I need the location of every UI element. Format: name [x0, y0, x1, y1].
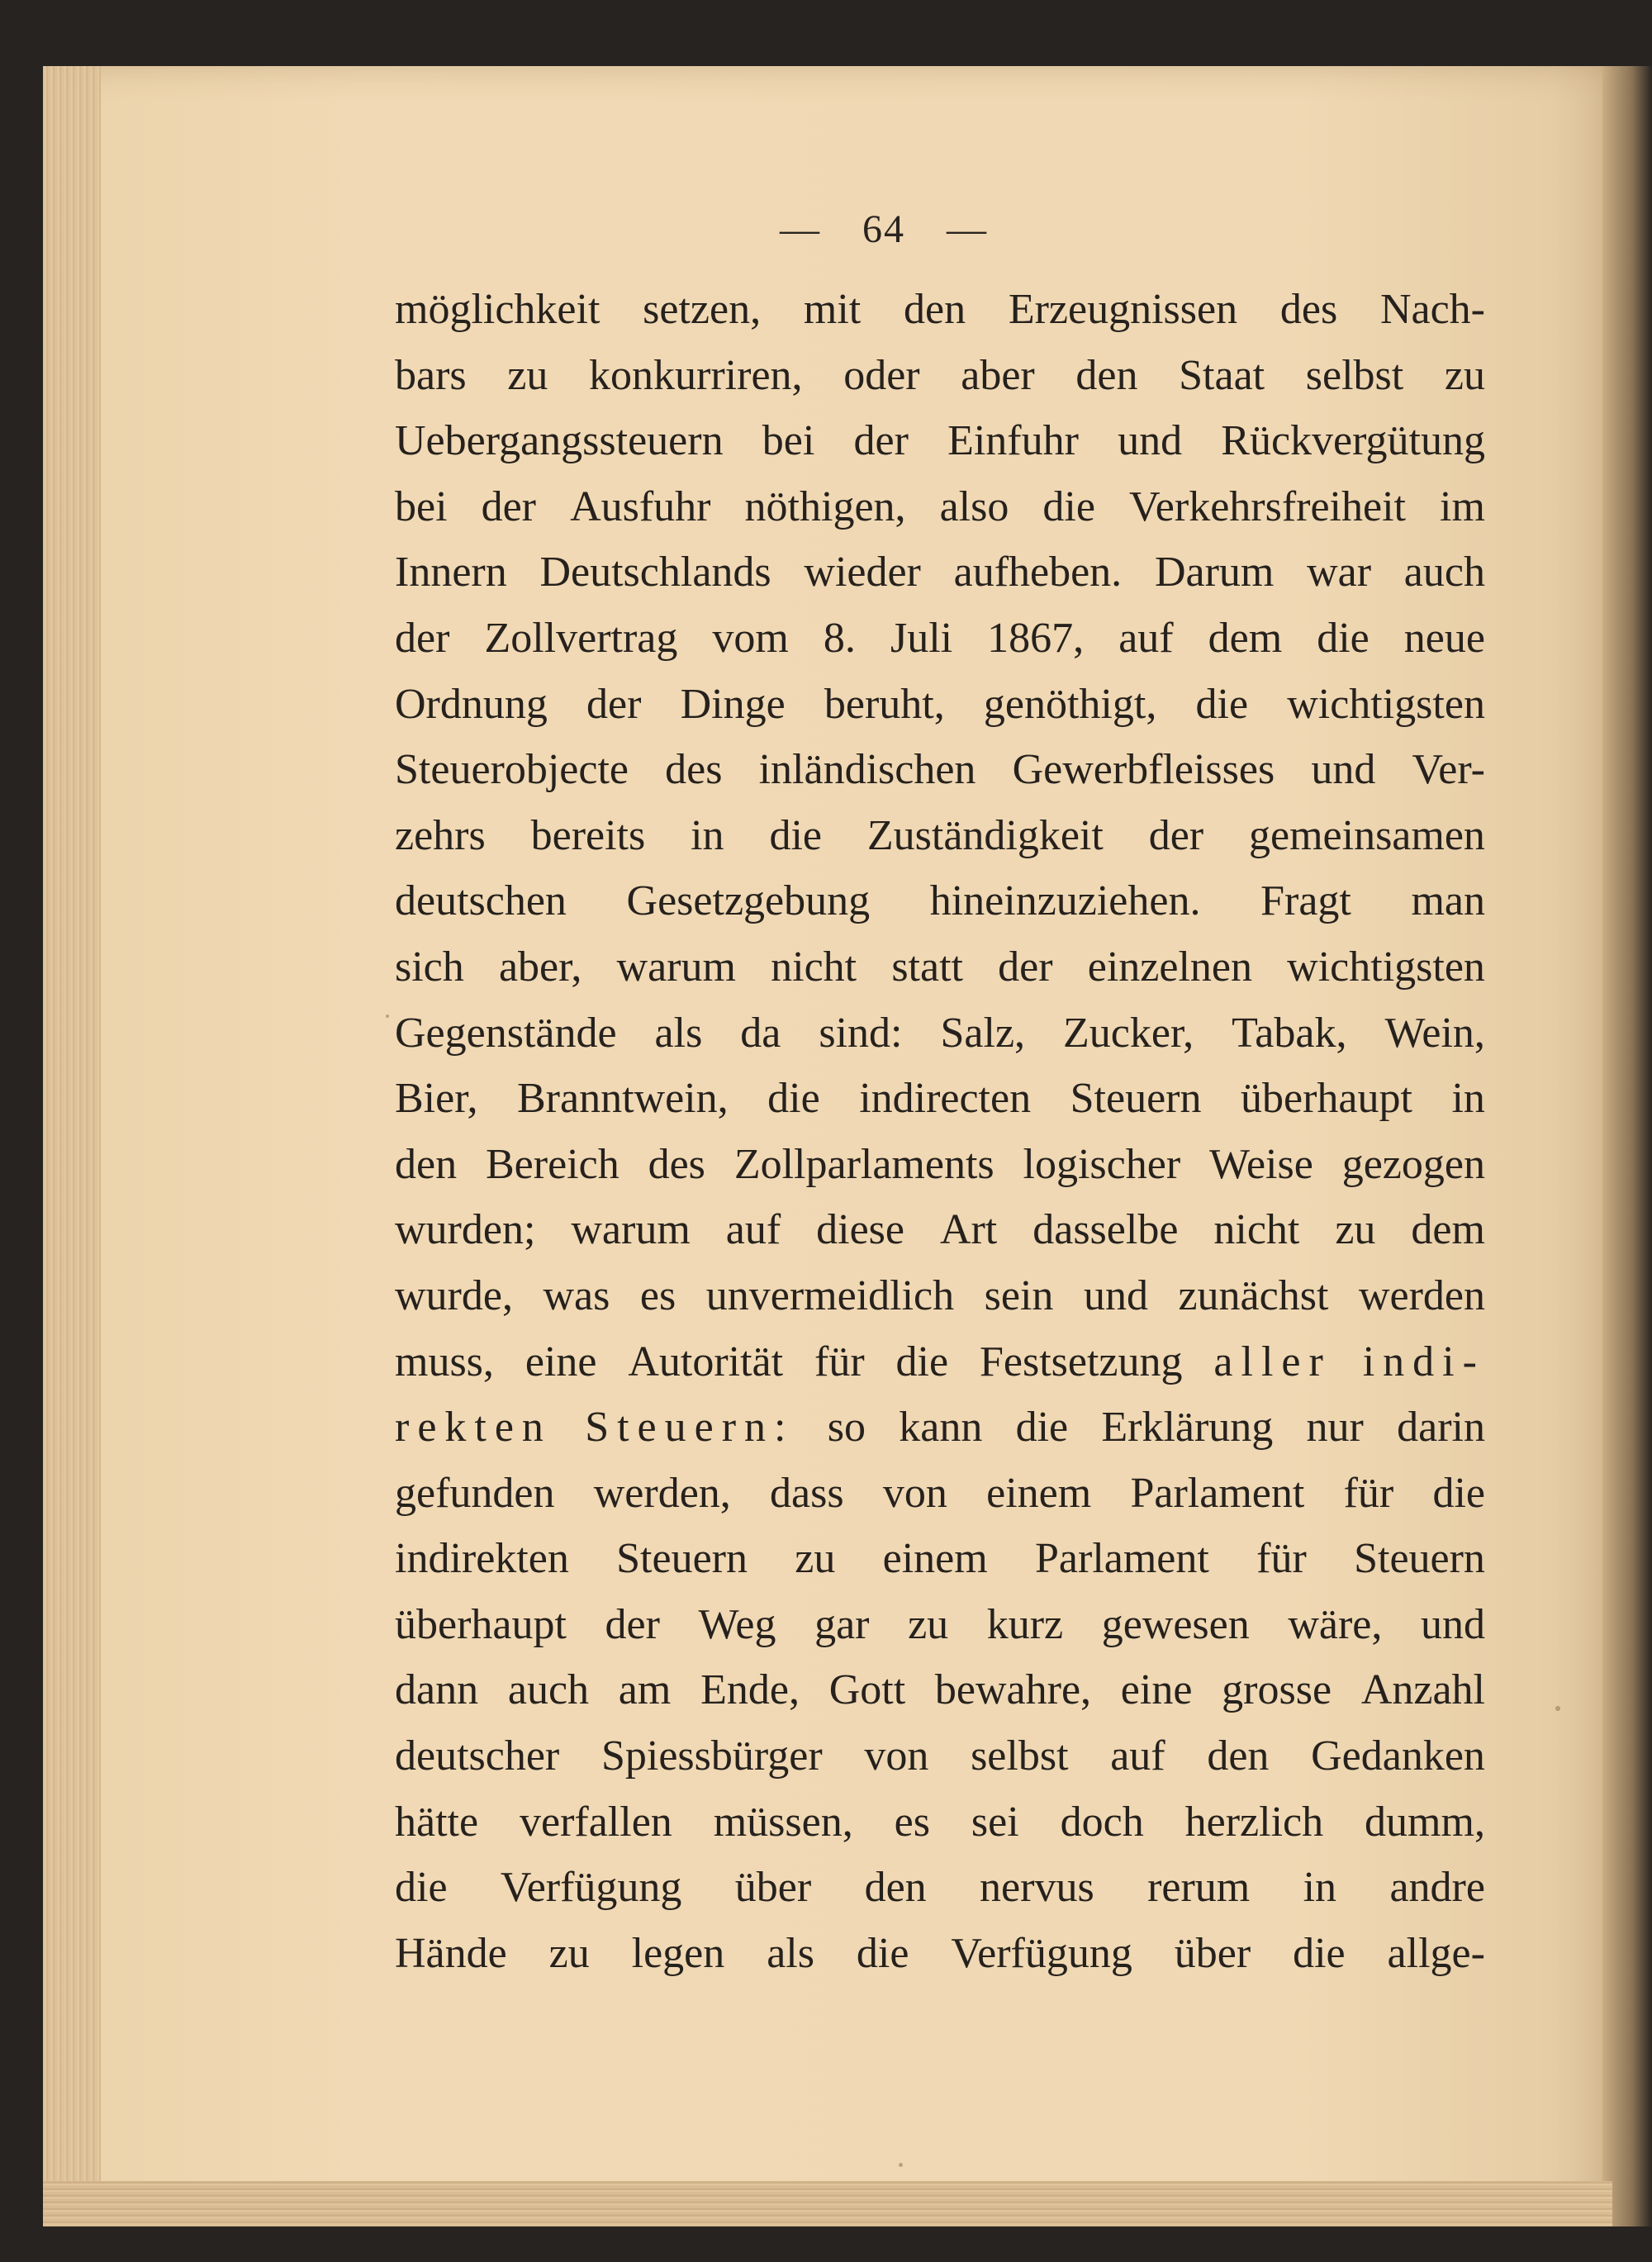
word: der	[605, 1600, 660, 1648]
word: darin	[1397, 1404, 1485, 1452]
word: diese	[816, 1206, 904, 1254]
word: im	[1440, 482, 1485, 530]
word: und	[1118, 417, 1183, 465]
word: Verkehrsfreiheit	[1129, 482, 1406, 530]
bottom-page-stack-edge	[43, 2181, 1612, 2226]
word: Deutschlands	[539, 549, 771, 596]
word: Ordnung	[395, 680, 548, 728]
page-number-dash-left: —	[780, 207, 821, 251]
word: eine	[525, 1338, 597, 1385]
word: aufheben.	[953, 549, 1123, 596]
word: wieder	[804, 549, 921, 596]
word: einzelnen	[1087, 943, 1252, 991]
left-page-stack-edge	[43, 66, 101, 2226]
word: Juli	[890, 614, 953, 662]
word: Festsetzung	[979, 1338, 1183, 1385]
word: rerum	[1147, 1864, 1251, 1912]
word: so	[827, 1404, 866, 1452]
word: Steuern:	[585, 1404, 795, 1452]
word: Parlament	[1035, 1535, 1209, 1583]
page-number-header	[0, 207, 1652, 252]
text-line	[395, 680, 1485, 746]
word: sein	[984, 1271, 1054, 1319]
word: in	[691, 811, 724, 859]
word: gemeinsamen	[1249, 811, 1485, 859]
text-line	[395, 1600, 1485, 1666]
word: die	[767, 1075, 820, 1123]
word: Nach-	[1379, 286, 1485, 333]
word: Zollvertrag	[484, 614, 678, 662]
word: Gewerbfleisses	[1012, 746, 1275, 794]
word: wichtigsten	[1287, 680, 1485, 728]
word: sei	[971, 1798, 1019, 1846]
word: für	[1343, 1469, 1394, 1517]
word: die	[395, 1864, 448, 1912]
word: gar	[814, 1600, 870, 1648]
word: Zollparlaments	[733, 1140, 995, 1188]
word: war	[1307, 549, 1372, 596]
word: über	[1174, 1929, 1251, 1977]
word: dem	[1411, 1206, 1485, 1254]
word: grosse	[1222, 1666, 1332, 1714]
word: die	[1015, 1404, 1069, 1452]
word: selbst	[1305, 351, 1404, 399]
word: da	[740, 1009, 781, 1057]
text-line	[395, 1929, 1485, 1995]
word: Steuern	[1070, 1075, 1202, 1123]
word: des	[648, 1140, 705, 1188]
text-line	[395, 811, 1485, 877]
word: Dinge	[680, 680, 786, 728]
word: den	[395, 1140, 458, 1188]
word: Steuerobjecte	[395, 746, 629, 794]
word: Gegenstände	[395, 1009, 617, 1057]
word: bei	[395, 482, 448, 530]
word: werden	[1358, 1271, 1485, 1319]
word: auch	[507, 1666, 590, 1714]
word: Bier,	[395, 1075, 478, 1123]
word: werden,	[593, 1469, 731, 1517]
word: bereits	[530, 811, 646, 859]
word: einem	[882, 1535, 988, 1583]
word: herzlich	[1184, 1798, 1324, 1846]
text-line	[395, 1469, 1485, 1535]
text-line	[395, 1863, 1485, 1929]
word: die	[895, 1338, 949, 1385]
word: indirekten	[395, 1535, 569, 1583]
word: dem	[1208, 614, 1283, 662]
word: Gedanken	[1311, 1732, 1485, 1780]
word: allge-	[1387, 1929, 1485, 1977]
word: zehrs	[395, 811, 486, 859]
word: über	[734, 1864, 812, 1912]
word: selbst	[971, 1732, 1069, 1780]
word: verfallen	[520, 1798, 672, 1846]
word: Verfügung	[500, 1864, 682, 1912]
text-line	[395, 1074, 1485, 1140]
word: Zucker,	[1063, 1009, 1194, 1057]
word: zu	[548, 1929, 590, 1977]
word: am	[618, 1666, 672, 1714]
text-line	[395, 482, 1485, 549]
text-line	[395, 1732, 1485, 1798]
word: auch	[1403, 549, 1485, 596]
word: 8.	[823, 614, 856, 662]
word: zu	[1444, 351, 1485, 399]
word: der	[1148, 811, 1204, 859]
word: Fragt	[1260, 877, 1351, 925]
text-line	[395, 1798, 1485, 1864]
word: für	[1256, 1535, 1307, 1583]
word: neue	[1403, 614, 1485, 662]
text-line	[395, 1403, 1485, 1469]
word: aber,	[498, 943, 582, 991]
word: überhaupt	[395, 1600, 567, 1648]
word: des	[1279, 286, 1338, 333]
word: konkurriren,	[589, 351, 803, 399]
word: müssen,	[713, 1798, 853, 1846]
word: es	[639, 1271, 676, 1319]
word: indi-	[1362, 1338, 1485, 1385]
word: zunächst	[1178, 1271, 1329, 1319]
word: Ausfuhr	[570, 482, 711, 530]
word: in	[1303, 1864, 1337, 1912]
word: Spiessbürger	[601, 1732, 823, 1780]
word: der	[481, 482, 536, 530]
word: Erzeugnissen	[1008, 286, 1238, 333]
word: was	[543, 1271, 610, 1319]
word: von	[882, 1469, 947, 1517]
text-line	[395, 1338, 1485, 1404]
word: muss,	[395, 1338, 494, 1385]
text-line	[395, 1140, 1485, 1206]
word: der	[853, 417, 909, 465]
word: zu	[908, 1600, 949, 1648]
text-line	[395, 877, 1485, 943]
word: zu	[795, 1535, 836, 1583]
word: bei	[762, 417, 815, 465]
text-line	[395, 943, 1485, 1009]
word: den	[1207, 1732, 1270, 1780]
page-number-dash-right: —	[947, 207, 988, 251]
word: nicht	[1213, 1206, 1300, 1254]
word: Wein,	[1384, 1009, 1485, 1057]
word: warum	[571, 1206, 691, 1254]
word: von	[864, 1732, 929, 1780]
word: dann	[395, 1666, 479, 1714]
word: also	[939, 482, 1009, 530]
word: der	[586, 680, 642, 728]
word: und	[1083, 1271, 1148, 1319]
text-line	[395, 1205, 1485, 1271]
word: auf	[1110, 1732, 1165, 1780]
word: unvermeidlich	[705, 1271, 955, 1319]
word: sich	[395, 943, 464, 991]
word: nervus	[980, 1864, 1094, 1912]
word: Verfügung	[951, 1929, 1132, 1977]
word: Branntwein,	[516, 1075, 729, 1123]
word: legen	[631, 1929, 725, 1977]
word: Bereich	[486, 1140, 620, 1188]
word: rekten	[395, 1404, 552, 1452]
word: deutschen	[395, 877, 567, 925]
word: setzen,	[643, 286, 762, 333]
word: Gott	[828, 1666, 906, 1714]
body-text	[395, 285, 1485, 1994]
word: kann	[899, 1404, 983, 1452]
word: des	[665, 746, 723, 794]
word: eine	[1120, 1666, 1193, 1714]
word: nur	[1306, 1404, 1364, 1452]
word: Staat	[1179, 351, 1265, 399]
word: den	[1075, 351, 1138, 399]
word: es	[894, 1798, 930, 1846]
word: Weg	[698, 1600, 776, 1648]
word: aller	[1213, 1338, 1332, 1385]
word: Uebergangssteuern	[395, 417, 724, 465]
word: sind:	[819, 1009, 903, 1057]
paper-speck	[386, 1015, 389, 1018]
word: Steuern	[616, 1535, 748, 1583]
word: die	[1317, 614, 1370, 662]
word: die	[1432, 1469, 1485, 1517]
word: die	[1293, 1929, 1346, 1977]
word: bars	[395, 351, 467, 399]
word: beruht,	[824, 680, 945, 728]
word: logischer	[1023, 1140, 1181, 1188]
word: wichtigsten	[1287, 943, 1485, 991]
word: zu	[1335, 1206, 1376, 1254]
word: den	[864, 1864, 927, 1912]
word: Gesetzgebung	[626, 877, 871, 925]
text-line	[395, 416, 1485, 482]
word: Darum	[1154, 549, 1275, 596]
word: die	[856, 1929, 909, 1977]
text-line	[395, 285, 1485, 351]
word: hätte	[395, 1798, 479, 1846]
text-line	[395, 548, 1485, 614]
word: gefunden	[395, 1469, 555, 1517]
word: mit	[803, 286, 862, 333]
word: die	[1195, 680, 1249, 728]
word: und	[1420, 1600, 1485, 1648]
word: oder	[843, 351, 920, 399]
word: Einfuhr	[947, 417, 1079, 465]
word: nicht	[771, 943, 857, 991]
word: Weise	[1209, 1140, 1313, 1188]
word: statt	[891, 943, 963, 991]
word: doch	[1060, 1798, 1144, 1846]
word: Innern	[395, 549, 507, 596]
word: aber	[961, 351, 1035, 399]
text-line	[395, 351, 1485, 417]
word: Tabak,	[1232, 1009, 1347, 1057]
word: der	[395, 614, 450, 662]
word: man	[1411, 877, 1485, 925]
word: hineinzuziehen.	[929, 877, 1201, 925]
word: Parlament	[1130, 1469, 1305, 1517]
word: vom	[712, 614, 789, 662]
word: möglichkeit	[395, 286, 601, 333]
word: gewesen	[1101, 1600, 1250, 1648]
word: auf	[725, 1206, 781, 1254]
word: warum	[616, 943, 736, 991]
word: genöthigt,	[983, 680, 1157, 728]
text-line	[395, 1009, 1485, 1075]
word: Art	[939, 1206, 998, 1254]
word: als	[654, 1009, 703, 1057]
text-line	[395, 745, 1485, 811]
word: und	[1311, 746, 1376, 794]
word: Autorität	[628, 1338, 784, 1385]
word: wäre,	[1288, 1600, 1383, 1648]
word: indirecten	[859, 1075, 1032, 1123]
word: der	[998, 943, 1053, 991]
text-line	[395, 614, 1485, 680]
word: Ver-	[1412, 746, 1485, 794]
word: Hände	[395, 1929, 507, 1977]
word: Anzahl	[1360, 1666, 1485, 1714]
word: dasselbe	[1032, 1206, 1179, 1254]
paper-speck	[1555, 1706, 1560, 1711]
word: kurz	[986, 1600, 1064, 1648]
word: bewahre,	[934, 1666, 1092, 1714]
word: überhaupt	[1241, 1075, 1412, 1123]
word: dumm,	[1365, 1798, 1485, 1846]
word: andre	[1389, 1864, 1485, 1912]
word: die	[769, 811, 822, 859]
text-line	[395, 1534, 1485, 1600]
word: für	[814, 1338, 865, 1385]
word: wurde,	[395, 1271, 513, 1319]
word: Ende,	[700, 1666, 800, 1714]
word: den	[903, 286, 966, 333]
word: Steuern	[1354, 1535, 1485, 1583]
word: in	[1451, 1075, 1485, 1123]
page-number: 64	[862, 207, 905, 251]
word: gezogen	[1341, 1140, 1485, 1188]
text-line	[395, 1271, 1485, 1338]
word: die	[1042, 482, 1095, 530]
book-spine-shadow	[1602, 66, 1652, 2226]
word: als	[767, 1929, 814, 1977]
word: nöthigen,	[744, 482, 906, 530]
word: wurden;	[395, 1206, 536, 1254]
word: dass	[770, 1469, 844, 1517]
word: auf	[1118, 614, 1174, 662]
word: einem	[986, 1469, 1092, 1517]
word: Rückvergütung	[1221, 417, 1485, 465]
text-line	[395, 1666, 1485, 1732]
word: zu	[507, 351, 548, 399]
word: Zuständigkeit	[866, 811, 1104, 859]
paper-speck	[899, 2163, 903, 2167]
word: inländischen	[758, 746, 976, 794]
word: deutscher	[395, 1732, 560, 1780]
word: 1867,	[987, 614, 1085, 662]
word: Salz,	[940, 1009, 1026, 1057]
word: Erklärung	[1101, 1404, 1274, 1452]
